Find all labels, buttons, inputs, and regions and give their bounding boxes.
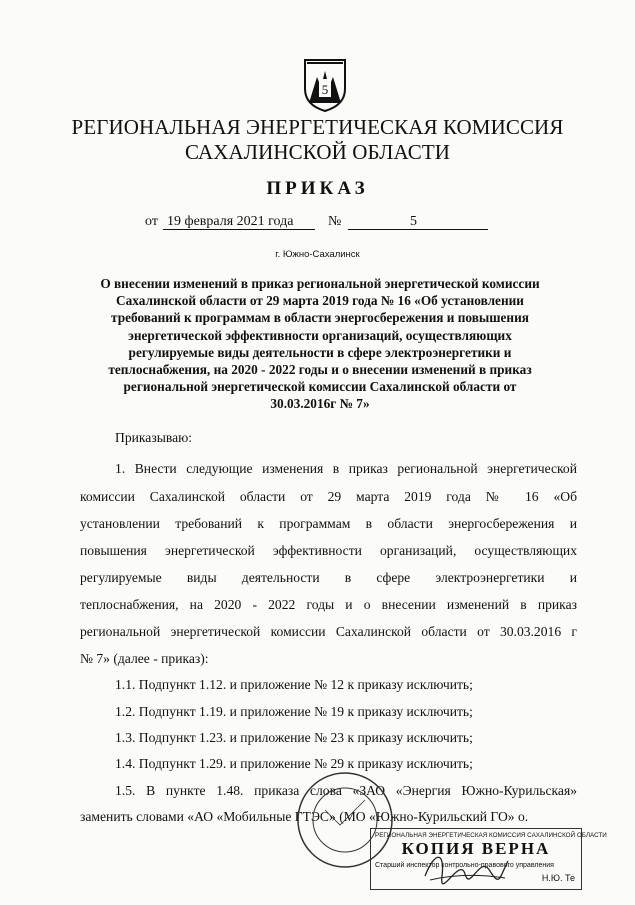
stamp-signer-name: Н.Ю. Те (541, 873, 575, 883)
paragraph-1-line: региональной энергетической комиссии Сахалинской области от 30.03.2016 г (80, 624, 577, 639)
paragraph-1-line: теплоснабжения, на 2020 - 2022 годы и о внесении изменений в приказ (80, 597, 577, 612)
subject-line: Сахалинской области от 29 марта 2019 года № 16 «Об установлении (116, 293, 524, 309)
coat-of-arms-emblem (301, 57, 349, 113)
handwritten-signature (420, 846, 510, 886)
document-number: 5 (410, 214, 417, 229)
number-underline (348, 213, 488, 230)
stamp-position: Старший инспектор контрольно-правового управления (375, 862, 554, 869)
subject-line: региональной энергетической комиссии Сахалинской области от (123, 379, 517, 395)
paragraph-1-line: 1. Внести следующие изменения в приказ региональной энергетической (115, 461, 577, 476)
list-item: 1.1. Подпункт 1.12. и приложение № 12 к приказу исключить; (115, 677, 473, 692)
paragraph-1-line: № 7» (далее - приказ): (80, 651, 209, 666)
order-word: Приказываю: (115, 430, 193, 445)
svg-text:5: 5 (321, 82, 329, 97)
subject-line: теплоснабжения, на 2020 - 2022 годы и о внесении изменений в приказ (108, 362, 532, 378)
paragraph-1-5-line: заменить словами «АО «Мобильные ГТЭС» (МО «Южно-Курильский ГО» о. (80, 809, 529, 824)
paragraph-1-line: повышения энергетической эффективности организаций, осуществляющих (80, 543, 577, 558)
subject-line: требований к программам в области энергосбережения и повышения (111, 310, 529, 326)
document-date: 19 февраля 2021 года (167, 214, 294, 229)
subject-line: энергетической эффективности организаций, осуществляющих (128, 327, 512, 343)
number-prefix: № (328, 214, 342, 229)
paragraph-1-line: установлении требований к программам в области энергосбережения и (80, 516, 577, 531)
document-subject (80, 275, 560, 413)
stamp-title: КОПИЯ ВЕРНА (401, 839, 551, 858)
document-type-title: ПРИКАЗ (266, 178, 369, 199)
subject-line: 30.03.2016г № 7» (270, 396, 370, 412)
organization-name-line1: РЕГИОНАЛЬНАЯ ЭНЕРГЕТИЧЕСКАЯ КОМИССИЯ (71, 115, 564, 139)
organization-name-line2: САХАЛИНСКОЙ ОБЛАСТИ (184, 140, 451, 164)
subject-line: О внесении изменений в приказ региональной энергетической комиссии (100, 276, 540, 291)
list-item: 1.3. Подпункт 1.23. и приложение № 23 к приказу исключить; (115, 730, 473, 745)
paragraph-1-line: комиссии Сахалинской области от 29 марта 2019 года № 16 «Об (80, 489, 577, 504)
subject-line: регулируемые виды деятельности в сфере электроэнергетики и (128, 344, 512, 360)
list-item: 1.2. Подпункт 1.19. и приложение № 19 к приказу исключить; (115, 704, 473, 719)
city: г. Южно-Сахалинск (275, 249, 360, 260)
list-item: 1.4. Подпункт 1.29. и приложение № 29 к приказу исключить; (115, 756, 473, 771)
paragraph-1-line: регулируемые виды деятельности в сфере электроэнергетики и (80, 570, 577, 585)
date-prefix: от (145, 214, 158, 229)
paragraph-1-5-line: 1.5. В пункте 1.48. приказа слова «ЗАО «Энергия Южно-Курильская» (115, 783, 577, 798)
stamp-organization: РЕГИОНАЛЬНАЯ ЭНЕРГЕТИЧЕСКАЯ КОМИССИЯ САХАЛИНСКОЙ ОБЛАСТИ (375, 832, 607, 839)
